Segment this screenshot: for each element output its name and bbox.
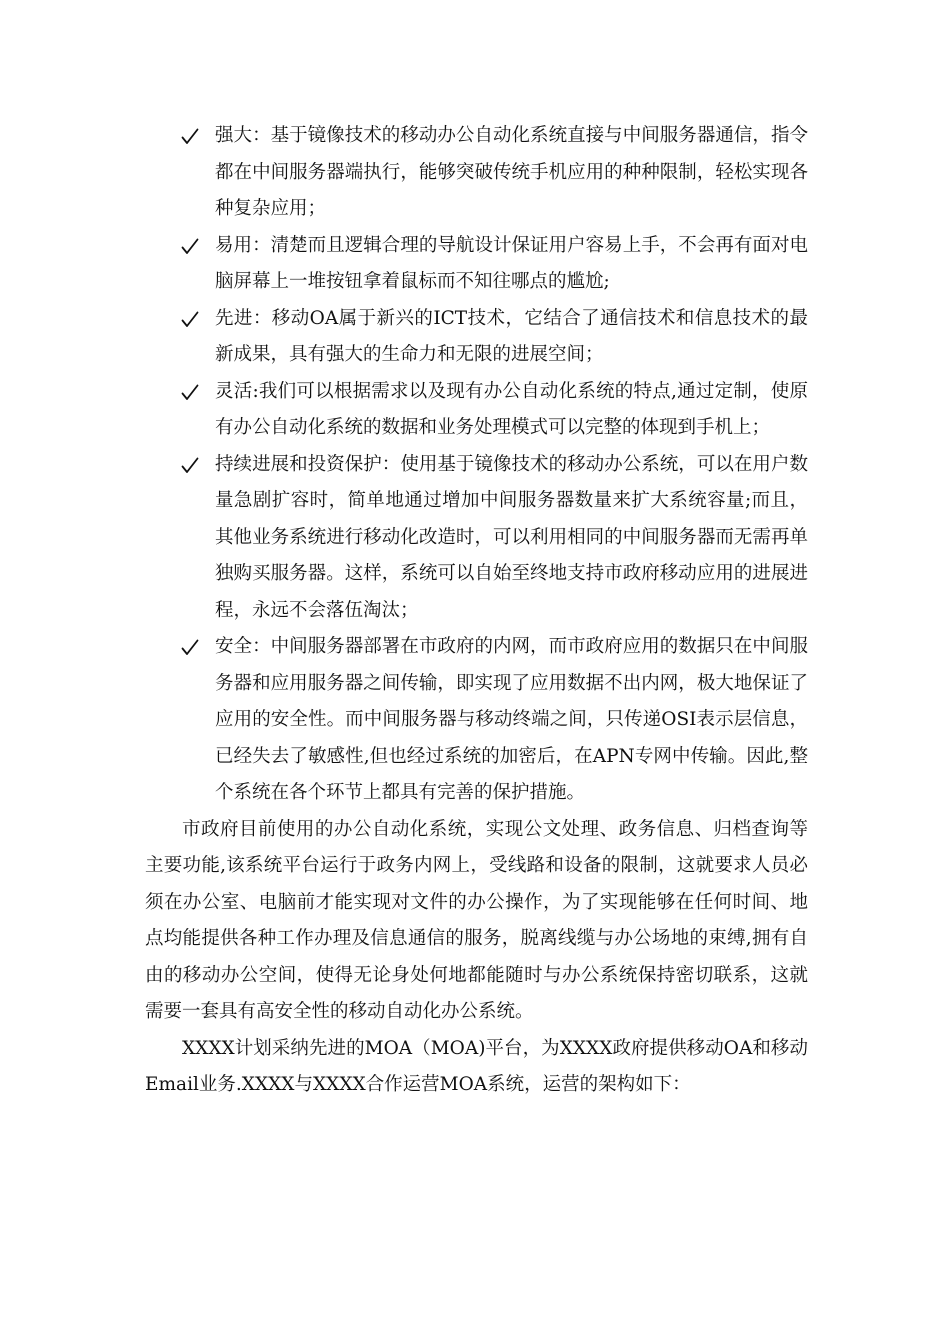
body-paragraph: 市政府目前使用的办公自动化系统，实现公文处理、政务信息、归档查询等主要功能,该系统平台运行于政务内网上，受线路和设备的限制，这就要求人员必须在办公室、电脑前才能实现对文件的办公操作，为了实现能够在任何时间、地点均能提供各种工作办理及信息通信的服务，脱离线缆与办公场地的束缚,拥有自由的移动办公空间，使得无论身处何地都能随时与办公系统保持密切联系，这就需要一套具有高安全性的移动自动化办公系统。 [145,818,808,1022]
feature-text: 先进：移动OA属于新兴的ICT技术，它结合了通信技术和信息技术的最新成果，具有强大的生命力和无限的进展空间； [215,307,808,365]
feature-text: 易用：清楚而且逻辑合理的导航设计保证用户容易上手，不会再有面对电脑屏幕上一堆按钮拿着鼠标而不知往哪点的尴尬; [215,234,808,292]
feature-item-powerful [145,118,808,228]
feature-text: 持续进展和投资保护：使用基于镜像技术的移动办公系统，可以在用户数量急剧扩容时，简单地通过增加中间服务器数量来扩大系统容量;而且，其他业务系统进行移动化改造时，可以利用相同的中间服务器而无需再单独购买服务器。这样，系统可以自始至终地支持市政府移动应用的进展进程，永远不会落伍淘汰； [215,453,808,621]
feature-text: 灵活:我们可以根据需求以及现有办公自动化系统的特点,通过定制，使原有办公自动化系统的数据和业务处理模式可以完整的体现到手机上； [215,380,808,438]
feature-item-flexible [145,374,808,447]
body-paragraph: XXXX计划采纳先进的MOA（MOA)平台，为XXXX政府提供移动OA和移动Email业务.XXXX与XXXX合作运营MOA系统，运营的架构如下： [145,1037,808,1095]
check-icon [181,447,201,484]
check-icon [181,228,201,265]
feature-item-advanced [145,301,808,374]
check-icon [181,301,201,338]
check-icon [181,629,201,666]
feature-item-security [145,629,808,812]
feature-text: 安全：中间服务器部署在市政府的内网，而市政府应用的数据只在中间服务器和应用服务器之间传输，即实现了应用数据不出内网，极大地保证了应用的安全性。而中间服务器与移动终端之间，只传递OSI表示层信息，已经失去了敏感性,但也经过系统的加密后，在APN专网中传输。因此,整个系统在各个环节上都具有完善的保护措施。 [215,636,808,803]
feature-item-easy-to-use [145,228,808,301]
feature-item-investment-protection [145,447,808,630]
feature-text: 强大：基于镜像技术的移动办公自动化系统直接与中间服务器通信，指令都在中间服务器端执行，能够突破传统手机应用的种种限制，轻松实现各种复杂应用； [215,125,808,219]
check-icon [181,118,201,155]
feature-list [145,118,808,812]
check-icon [181,374,201,411]
document-body [145,118,808,1104]
